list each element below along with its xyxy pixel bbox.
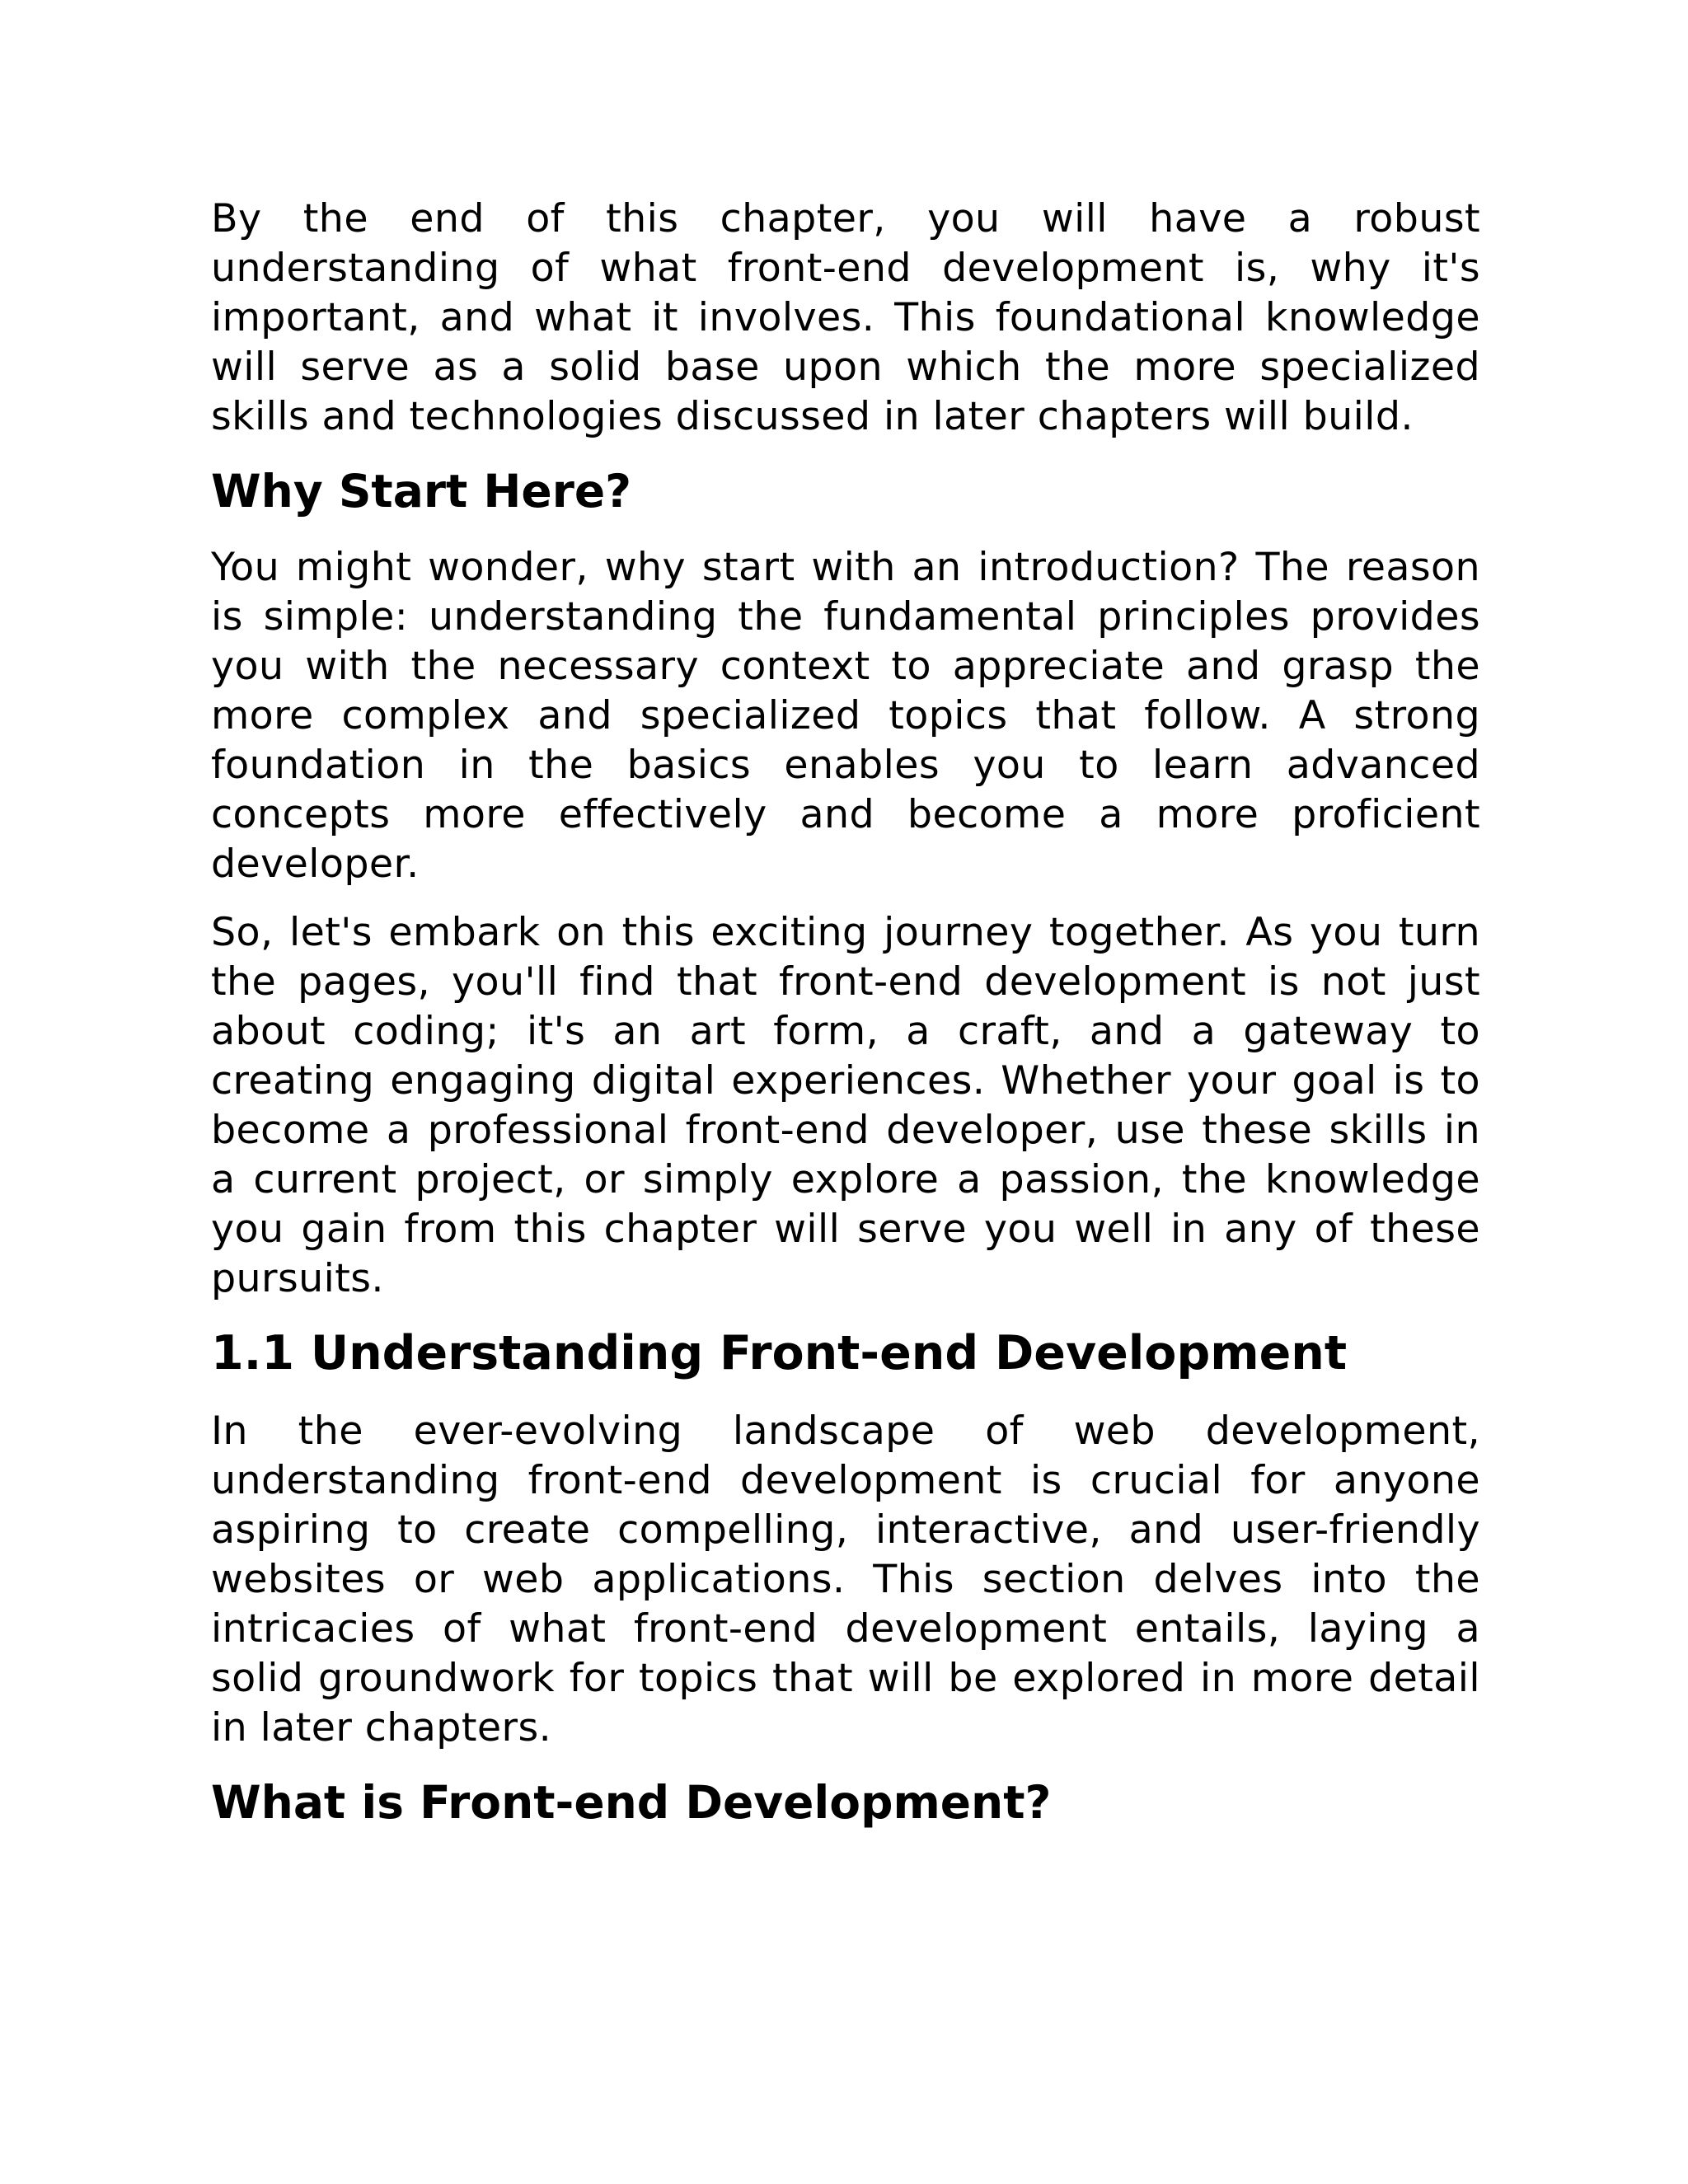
- why-start-paragraph-2: So, let's embark on this exciting journey together. As you turn the pages, you'll find that front-end development is not just about coding; it's an art form, a craft, and a gateway to creating engaging digital experiences. Whether your goal is to become a professional front-end developer, use these skills in a current project, or simply explore a passion, the knowledge you gain from this chapter will serve you well in any of these pursuits.: [211, 910, 1480, 1301]
- document-page: [211, 194, 1480, 1854]
- what-is-front-end-heading: What is Front-end Development?: [211, 1776, 1052, 1829]
- intro-paragraph: By the end of this chapter, you will have a robust understanding of what front-end development is, why it's important, and what it involves. This foundational knowledge will serve as a solid base upon which the more specialized skills and technologies discussed in later chapters will build.: [211, 196, 1480, 439]
- why-start-heading: Why Start Here?: [211, 465, 632, 518]
- section-1-1-paragraph: In the ever-evolving landscape of web development, understanding front-end development is crucial for anyone aspiring to create compelling, interactive, and user-friendly websites or web applications. This section delves into the intricacies of what front-end development entails, laying a solid groundwork for topics that will be explored in more detail in later chapters.: [211, 1408, 1480, 1750]
- section-1-1-heading: 1.1 Understanding Front-end Development: [211, 1326, 1348, 1380]
- why-start-paragraph-1: You might wonder, why start with an introduction? The reason is simple: understanding the fundamental principles provides you with the necessary context to appreciate and grasp the more complex and specialized topics that follow. A strong foundation in the basics enables you to learn advanced concepts more effectively and become a more proficient developer.: [211, 545, 1480, 887]
